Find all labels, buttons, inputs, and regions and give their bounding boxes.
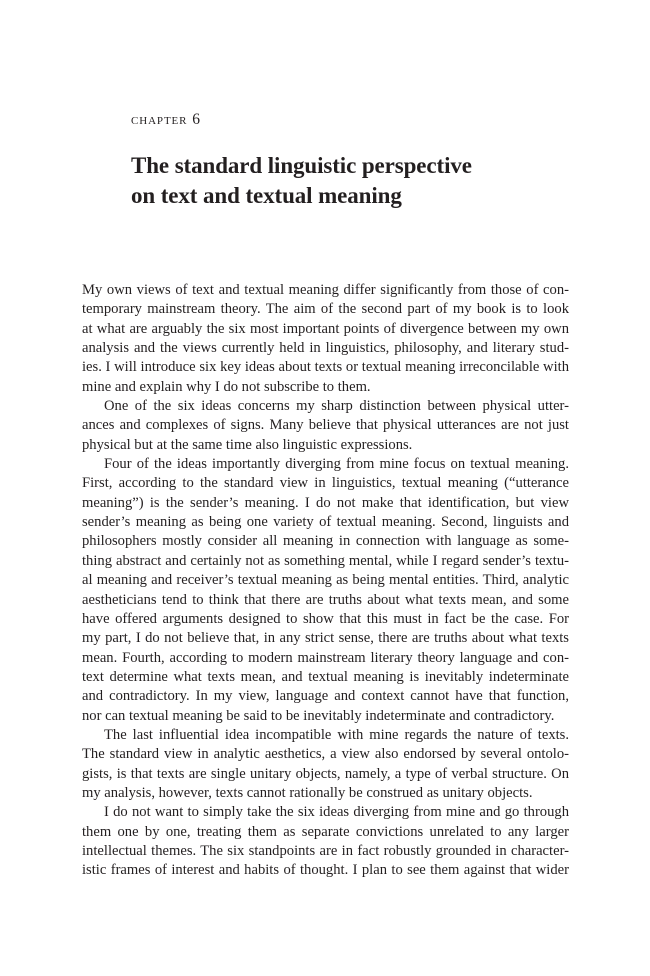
text-line: My own views of text and textual meaning differ significantly from those of con- xyxy=(82,282,569,298)
text-line: intellectual themes. The six standpoints are in fact robustly grounded in character- xyxy=(82,842,569,859)
text-line: mine and explain why I do not subscribe to them. xyxy=(82,378,371,395)
text-line: First, according to the standard view in linguistics, textual meaning (“utterance xyxy=(82,475,569,492)
text-line: ances and complexes of signs. Many believe that physical utterances are not just xyxy=(82,417,569,434)
paragraph xyxy=(82,281,569,397)
text-line: istic frames of interest and habits of thought. I plan to see them against that wider xyxy=(82,862,569,879)
body-text xyxy=(82,281,569,881)
text-line: have offered arguments designed to show that this must in fact be the case. For xyxy=(82,610,569,627)
text-line: thing abstract and certainly not as something mental, while I regard sender’s textu- xyxy=(82,552,569,569)
text-line: I do not want to simply take the six ideas diverging from mine and go through xyxy=(104,804,569,821)
text-line: text determine what texts mean, and textual meaning is inevitably indeterminate xyxy=(82,668,569,685)
text-line: sender’s meaning as being one variety of textual meaning. Second, linguists and xyxy=(82,514,569,531)
text-line: The standard view in analytic aesthetics, a view also endorsed by several ontolo- xyxy=(82,746,569,763)
text-line: nor can textual meaning be said to be inevitably indeterminate and contradictory. xyxy=(82,707,555,724)
text-line: meaning”) is the sender’s meaning. I do not make that identification, but view xyxy=(82,494,569,511)
text-line: One of the six ideas concerns my sharp distinction between physical utter- xyxy=(104,398,569,415)
chapter-title xyxy=(131,151,531,211)
text-line: ies. I will introduce six key ideas about texts or textual meaning irreconcilable with xyxy=(82,359,569,376)
text-line: The last influential idea incompatible with mine regards the nature of texts. xyxy=(104,726,569,743)
paragraph xyxy=(82,803,569,880)
text-line: them one by one, treating them as separate convictions unrelated to any larger xyxy=(82,823,569,840)
paragraph xyxy=(82,397,569,455)
text-line: my part, I do not believe that, in any strict sense, there are truths about what texts xyxy=(82,630,569,647)
text-line: aestheticians tend to think that there are truths about what texts mean, and some xyxy=(82,591,569,608)
paragraph xyxy=(82,726,569,803)
text-line: at what are arguably the six most important points of divergence between my own xyxy=(82,320,569,337)
text-line: mean. Fourth, according to modern mainstream literary theory language and con- xyxy=(82,649,569,666)
text-line: and contradictory. In my view, language and context cannot have that function, xyxy=(82,688,569,705)
text-line: Four of the ideas importantly diverging from mine focus on textual meaning. xyxy=(104,456,569,473)
text-line: al meaning and receiver’s textual meaning as being mental entities. Third, analytic xyxy=(82,572,569,589)
text-line: philosophers mostly consider all meaning in connection with language as some- xyxy=(82,533,569,550)
text-line: analysis and the views currently held in linguistics, philosophy, and literary stud- xyxy=(82,340,569,357)
paragraph xyxy=(82,455,569,726)
chapter-title-line: The standard linguistic perspective xyxy=(131,153,472,178)
text-line: temporary mainstream theory. The aim of the second part of my book is to look xyxy=(82,301,569,318)
text-line: gists, is that texts are single unitary objects, namely, a type of verbal structure. On xyxy=(82,765,569,782)
text-line: my analysis, however, texts cannot rationally be construed as unitary objects. xyxy=(82,784,533,801)
chapter-title-line: on text and textual meaning xyxy=(131,183,402,208)
chapter-label: chapter 6 xyxy=(131,111,201,128)
text-line: physical but at the same time also linguistic expressions. xyxy=(82,436,413,453)
